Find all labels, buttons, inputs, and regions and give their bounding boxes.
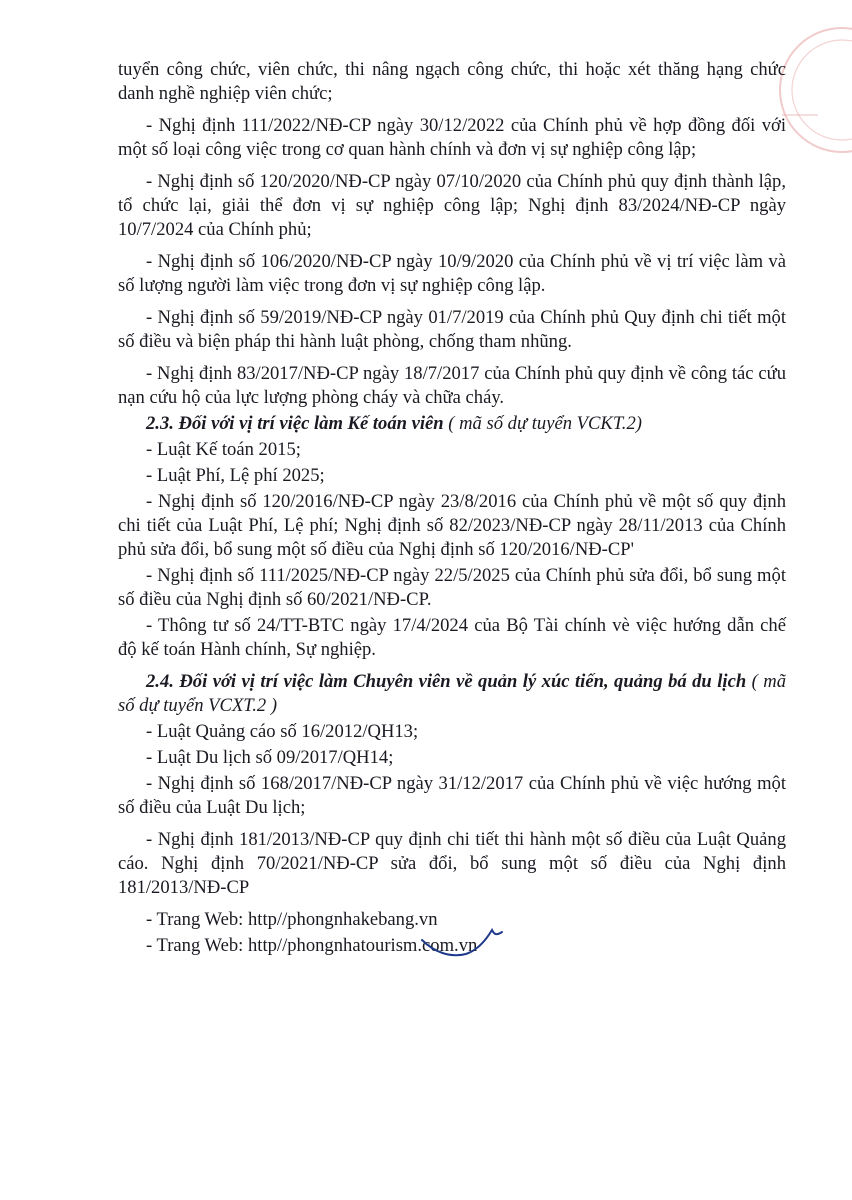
decree-106-2020: - Nghị định số 106/2020/NĐ-CP ngày 10/9/2020 của Chính phủ về vị trí việc làm và số lượng người làm việc trong đơn vị sự nghiệp công lập. [118, 251, 786, 296]
list-item: - Luật Quảng cáo số 16/2012/QH13; [146, 721, 419, 742]
list-item: - Nghị định số 120/2016/NĐ-CP ngày 23/8/2016 của Chính phủ về một số quy định chi tiết của Luật Phí, Lệ phí; Nghị định số 82/2023/NĐ-CP ngày 28/11/2013 của Chính phủ sửa đổi, bổ sung một số điều của Nghị định số 120/2016/NĐ-CP' [118, 491, 786, 560]
paragraph-continuation: tuyển công chức, viên chức, thi nâng ngạch công chức, thi hoặc xét thăng hạng chức danh nghề nghiệp viên chức; [118, 59, 786, 104]
decree-83-2017: - Nghị định 83/2017/NĐ-CP ngày 18/7/2017 của Chính phủ quy định về công tác cứu nạn cứu hộ của lực lượng phòng cháy và chữa cháy. [118, 363, 786, 408]
website-link[interactable]: - Trang Web: http//phongnhatourism.com.vn [146, 935, 478, 956]
document-body [118, 58, 786, 960]
decree-120-2020: - Nghị định số 120/2020/NĐ-CP ngày 07/10/2020 của Chính phủ quy định thành lập, tổ chức lại, giải thể đơn vị sự nghiệp công lập; Nghị định 83/2024/NĐ-CP ngày 10/7/2024 của Chính phủ; [118, 171, 786, 240]
section-2-4-heading [118, 670, 786, 718]
list-item: - Nghị định số 168/2017/NĐ-CP ngày 31/12/2017 của Chính phủ về việc hướng một số điều của Luật Du lịch; [118, 773, 786, 818]
list-item: - Nghị định số 111/2025/NĐ-CP ngày 22/5/2025 của Chính phủ sửa đổi, bổ sung một số điều của Nghị định số 60/2021/NĐ-CP. [118, 565, 786, 610]
list-item: - Thông tư số 24/TT-BTC ngày 17/4/2024 của Bộ Tài chính vè việc hướng dẫn chế độ kế toán Hành chính, Sự nghiệp. [118, 615, 786, 660]
section-2-4-title: 2.4. Đối với vị trí việc làm Chuyên viên về quản lý xúc tiến, quảng bá du lịch [146, 671, 747, 692]
decree-59-2019: - Nghị định số 59/2019/NĐ-CP ngày 01/7/2019 của Chính phủ Quy định chi tiết một số điều và biện pháp thi hành luật phòng, chống tham nhũng. [118, 307, 786, 352]
section-2-3-code: ( mã số dự tuyển VCKT.2) [443, 413, 642, 434]
list-item: - Nghị định 181/2013/NĐ-CP quy định chi tiết thi hành một số điều của Luật Quảng cáo. Nghị định 70/2021/NĐ-CP sửa đổi, bổ sung một số điều của Nghị định 181/2013/NĐ-CP [118, 829, 786, 898]
section-2-3-heading [118, 412, 786, 436]
decree-111-2022: - Nghị định 111/2022/NĐ-CP ngày 30/12/2022 của Chính phủ về hợp đồng đối với một số loại công việc trong cơ quan hành chính và đơn vị sự nghiệp công lập; [118, 115, 786, 160]
list-item: - Luật Du lịch số 09/2017/QH14; [146, 747, 394, 768]
section-2-3-title: 2.3. Đối với vị trí việc làm Kế toán viên [146, 413, 444, 434]
list-item: - Luật Phí, Lệ phí 2025; [146, 465, 325, 486]
list-item: - Luật Kế toán 2015; [146, 439, 301, 460]
website-link[interactable]: - Trang Web: http//phongnhakebang.vn [146, 909, 438, 930]
signature-mark [420, 922, 510, 962]
section-2-4-code: ( mã số dự tuyển VCXT.2 ) [118, 671, 787, 716]
